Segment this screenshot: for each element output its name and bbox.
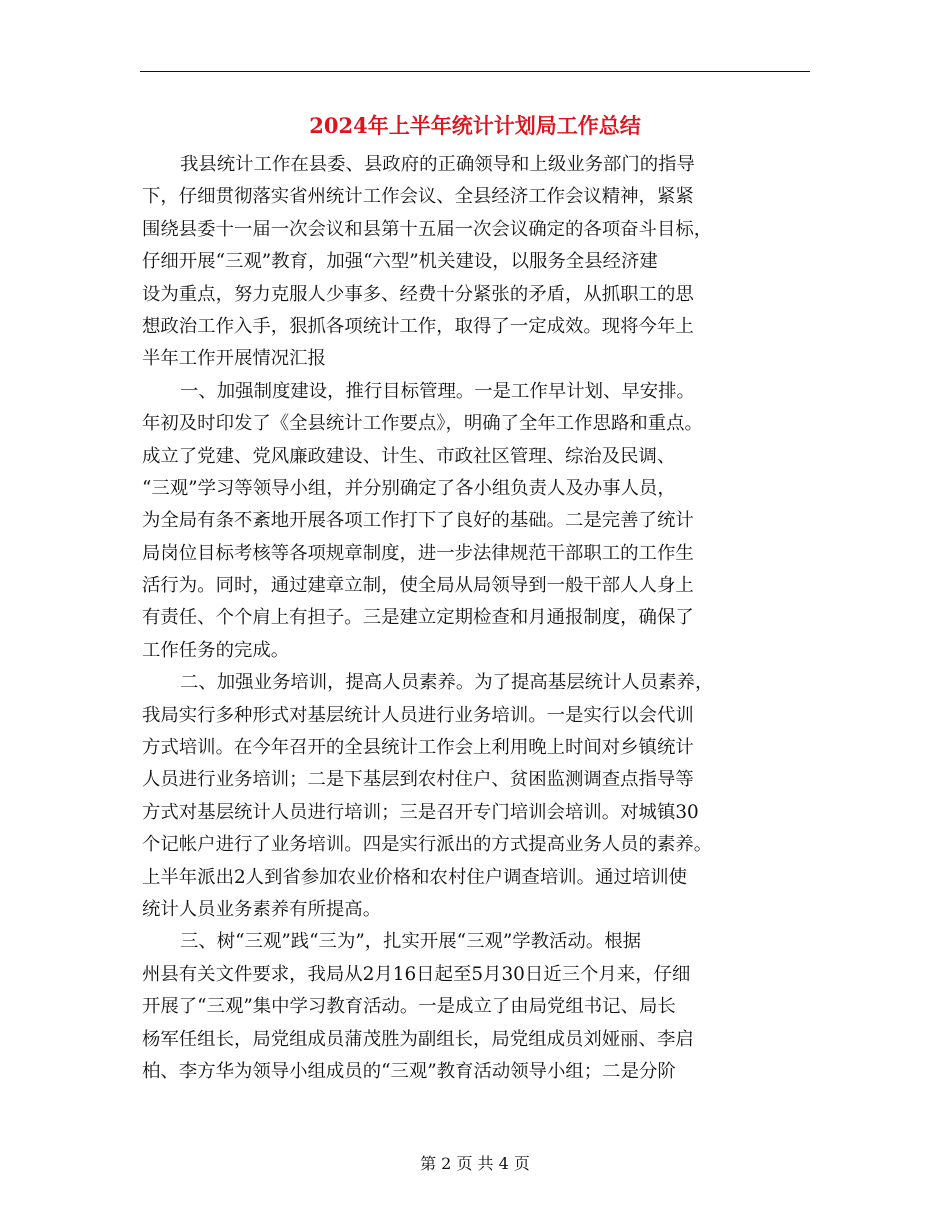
document-body	[142, 149, 812, 1088]
body-text-line: 三、树“三观”践“三为”，扎实开展“三观”学教活动。根据	[180, 931, 642, 953]
body-text-line: 年初及时印发了《全县统计工作要点》，明确了全年工作思路和重点。	[142, 413, 703, 435]
body-text-line: 州县有关文件要求，我局从2月16日起至5月30日近三个月来，仔细	[142, 963, 691, 985]
body-text-line: 开展了“三观”集中学习教育活动。一是成立了由局党组书记、局长	[142, 996, 676, 1018]
body-text-line: 一、加强制度建设，推行目标管理。一是工作早计划、早安排。	[180, 380, 695, 402]
body-text-line: 围绕县委十一届一次会议和县第十五届一次会议确定的各项奋斗目标，	[142, 218, 713, 240]
body-text-line: 仔细开展“三观”教育，加强“六型”机关建设，以服务全县经济建	[142, 251, 658, 273]
body-text-line: 方式培训。在今年召开的全县统计工作会上利用晚上时间对乡镇统计	[142, 737, 694, 759]
body-text-line: 二、加强业务培训，提高人员素养。为了提高基层统计人员素养，	[180, 672, 714, 694]
body-text-line: “三观”学习等领导小组，并分别确定了各小组负责人及办事人员，	[142, 477, 676, 499]
body-text-line: 人员进行业务培训；二是下基层到农村住户、贫困监测调查点指导等	[142, 769, 694, 791]
body-text-line: 下，仔细贯彻落实省州统计工作会议、全县经济工作会议精神，紧紧	[142, 186, 694, 208]
body-text-line: 方式对基层统计人员进行培训；三是召开专门培训会培训。对城镇30	[142, 801, 699, 823]
body-text-line: 为全局有条不紊地开展各项工作打下了良好的基础。二是完善了统计	[142, 510, 694, 532]
body-text-line: 有责任、个个肩上有担子。三是建立定期检查和月通报制度，确保了	[142, 607, 694, 629]
body-text-line: 我局实行多种形式对基层统计人员进行业务培训。一是实行以会代训	[142, 704, 694, 726]
body-text-line: 统计人员业务素养有所提高。	[142, 898, 382, 920]
body-text-line: 想政治工作入手，狠抓各项统计工作，取得了一定成效。现将今年上	[142, 315, 694, 337]
body-text-line: 我县统计工作在县委、县政府的正确领导和上级业务部门的指导	[180, 154, 695, 175]
body-text-line: 柏、李方华为领导小组成员的“三观”教育活动领导小组；二是分阶	[142, 1060, 676, 1082]
body-text-line: 局岗位目标考核等各项规章制度，进一步法律规范干部职工的工作生	[142, 542, 694, 564]
document-title: 2024年上半年统计计划局工作总结	[309, 113, 641, 138]
body-text-line: 个记帐户进行了业务培训。四是实行派出的方式提高业务人员的素养。	[142, 834, 713, 856]
page-number: 第 2 页 共 4 页	[420, 1154, 530, 1173]
body-text-line: 设为重点，努力克服人少事多、经费十分紧张的矛盾，从抓职工的思	[142, 283, 694, 305]
body-text-line: 上半年派出2人到省参加农业价格和农村住户调查培训。通过培训使	[142, 866, 688, 888]
header-rule	[140, 71, 810, 72]
body-text-line: 工作任务的完成。	[142, 639, 290, 661]
body-text-line: 杨军任组长，局党组成员蒲茂胜为副组长，局党组成员刘娅丽、李启	[142, 1028, 694, 1050]
body-text-line: 半年工作开展情况汇报	[142, 348, 326, 370]
body-text-line: 成立了党建、党风廉政建设、计生、市政社区管理、综治及民调、	[142, 445, 676, 467]
body-text-line: 活行为。同时，通过建章立制，使全局从局领导到一般干部人人身上	[142, 575, 694, 597]
